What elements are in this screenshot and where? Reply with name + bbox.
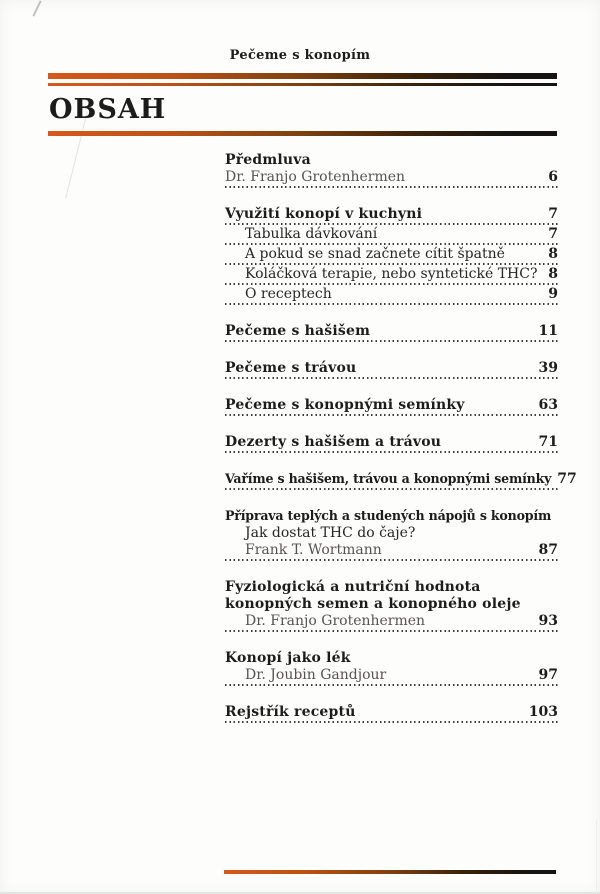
toc-row [225, 152, 558, 168]
toc-page-number: 63 [538, 397, 558, 413]
toc-section [225, 397, 558, 416]
toc-entry-label: A pokud se snad začnete cítit špatně [245, 246, 505, 262]
toc-row-line [225, 471, 577, 487]
dotted-leader [225, 414, 558, 416]
toc-row-line [225, 542, 558, 558]
toc-row [225, 508, 558, 524]
toc-row [225, 596, 558, 612]
dotted-leader [225, 630, 558, 632]
toc-row [225, 206, 558, 225]
toc-row [225, 667, 558, 686]
toc-row [225, 397, 558, 416]
toc-list [225, 152, 577, 741]
toc-row [225, 323, 558, 342]
toc-entry-label: Pečeme s hašišem [225, 323, 371, 339]
page-title: OBSAH [49, 94, 167, 125]
toc-section [225, 360, 558, 379]
dotted-leader [225, 488, 558, 490]
dotted-leader [225, 303, 558, 305]
dotted-leader [225, 340, 558, 342]
toc-row-line [225, 525, 558, 541]
toc-section [225, 152, 558, 188]
dotted-leader [225, 263, 558, 265]
toc-entry-label: Příprava teplých a studených nápojů s konopím [225, 508, 552, 523]
toc-entry-label: Dr. Franjo Grotenhermen [245, 613, 426, 629]
toc-row-line [225, 246, 558, 262]
toc-entry-label: Konopí jako lék [225, 650, 351, 666]
toc-row [225, 650, 558, 666]
dotted-leader [225, 684, 558, 686]
toc-row-line [225, 667, 558, 683]
dotted-leader [225, 243, 558, 245]
toc-row [225, 226, 558, 245]
toc-page-number: 39 [538, 360, 558, 376]
toc-entry-label: Koláčková terapie, nebo syntetické THC? [245, 266, 538, 282]
toc-entry-label: konopných semen a konopného oleje [225, 596, 521, 612]
toc-row-line [225, 360, 558, 376]
toc-entry-label: Rejstřík receptů [225, 704, 356, 720]
toc-entry-label: O receptech [245, 286, 332, 302]
toc-entry-label: Využití konopí v kuchyni [225, 206, 423, 222]
toc-section [225, 579, 558, 632]
toc-row-line [225, 152, 558, 168]
toc-page-number: 93 [538, 613, 558, 629]
toc-row [225, 613, 558, 632]
toc-row [225, 434, 558, 453]
toc-row-line [225, 596, 558, 612]
running-header: Pečeme s konopím [229, 48, 371, 63]
dotted-leader [225, 721, 558, 723]
toc-row-line [225, 434, 558, 450]
toc-row [225, 579, 558, 595]
toc-section [225, 704, 558, 723]
toc-page-number: 103 [528, 704, 558, 720]
toc-page-number: 6 [548, 169, 558, 185]
toc-row [225, 542, 558, 561]
toc-entry-label: Pečeme s trávou [225, 360, 357, 376]
toc-page-number: 87 [538, 542, 558, 558]
toc-row [225, 525, 558, 541]
toc-row [225, 471, 577, 490]
toc-row [225, 286, 558, 305]
toc-entry-label: Jak dostat THC do čaje? [245, 525, 416, 541]
dotted-leader [225, 451, 558, 453]
footer-divider [224, 870, 556, 874]
toc-row [225, 360, 558, 379]
toc-row [225, 169, 558, 188]
toc-entry-label: Předmluva [225, 152, 311, 168]
header-divider-thick [48, 73, 557, 79]
toc-section [225, 471, 577, 490]
toc-page-number: 7 [548, 206, 558, 222]
toc-row-line [225, 613, 558, 629]
toc-row [225, 266, 558, 285]
toc-row-line [225, 397, 558, 413]
dotted-leader [225, 377, 558, 379]
toc-row [225, 246, 558, 265]
toc-row-line [225, 650, 558, 666]
toc-row [225, 704, 558, 723]
toc-section [225, 508, 558, 561]
toc-entry-label: Frank T. Wortmann [245, 542, 382, 558]
toc-page-number: 71 [538, 434, 558, 450]
toc-section [225, 323, 558, 342]
header-divider-thin [48, 83, 557, 86]
toc-entry-label: Fyziologická a nutriční hodnota [225, 579, 481, 595]
toc-entry-label: Dr. Joubin Gandjour [245, 667, 387, 683]
toc-entry-label: Vaříme s hašišem, trávou a konopnými semínky [225, 471, 552, 486]
toc-page-number: 7 [548, 226, 558, 242]
toc-row-line [225, 206, 558, 222]
dotted-leader [225, 186, 558, 188]
toc-row-line [225, 226, 558, 242]
title-divider [48, 131, 557, 136]
toc-page-number: 8 [548, 246, 558, 262]
toc-page-number: 97 [538, 667, 558, 683]
toc-row-line [225, 266, 558, 282]
scan-edge [596, 820, 597, 894]
scan-artifact [32, 0, 41, 16]
toc-page-number: 11 [538, 323, 558, 339]
toc-entry-label: Dezerty s hašišem a trávou [225, 434, 442, 450]
toc-row-line [225, 169, 558, 185]
dotted-leader [225, 223, 558, 225]
toc-entry-label: Tabulka dávkování [245, 226, 378, 242]
toc-page-number: 77 [557, 471, 577, 487]
toc-section [225, 206, 558, 305]
toc-page-number: 8 [548, 266, 558, 282]
toc-section [225, 650, 558, 686]
toc-section [225, 434, 558, 453]
toc-entry-label: Pečeme s konopnými semínky [225, 397, 465, 413]
dotted-leader [225, 559, 558, 561]
toc-page-number: 9 [548, 286, 558, 302]
toc-row-line [225, 286, 558, 302]
toc-row-line [225, 704, 558, 720]
dotted-leader [225, 283, 558, 285]
toc-row-line [225, 508, 558, 524]
toc-row-line [225, 579, 558, 595]
toc-entry-label: Dr. Franjo Grotenhermen [225, 169, 406, 185]
toc-row-line [225, 323, 558, 339]
